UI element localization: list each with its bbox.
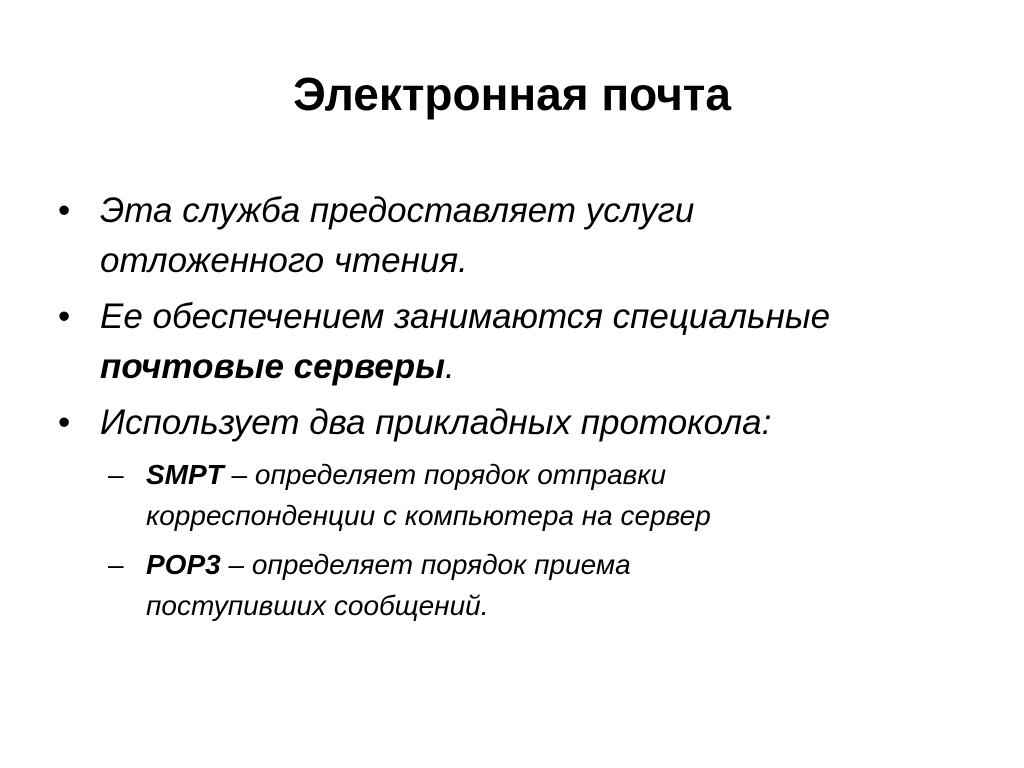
sub-bullet-text-continued: корреспонденции с компьютера на сервер bbox=[146, 500, 711, 531]
bullet-marker: • bbox=[58, 191, 71, 230]
sub-bullet-marker: – bbox=[108, 549, 124, 580]
sub-bullet-marker: – bbox=[108, 459, 124, 490]
bullet-text-tail: . bbox=[445, 347, 455, 386]
sub-bullet-item bbox=[0, 454, 1024, 536]
bullet-marker: • bbox=[58, 297, 71, 336]
bullet-item bbox=[0, 186, 1024, 286]
sub-bullet-text: – определяет порядок отправки bbox=[223, 459, 667, 490]
bullet-item bbox=[0, 292, 1024, 392]
protocol-term: POP3 bbox=[146, 549, 221, 580]
bullet-text: Эта служба предоставляет услуги bbox=[100, 191, 695, 230]
bullet-bold-term: почтовые серверы bbox=[100, 347, 445, 386]
bullet-text: Использует два прикладных протокола: bbox=[100, 403, 772, 442]
protocol-term: SMPT bbox=[146, 459, 224, 490]
sub-bullet-text: – определяет порядок приема bbox=[220, 549, 631, 580]
bullet-text: Ее обеспечением занимаются специальные bbox=[100, 297, 831, 336]
bullet-item bbox=[0, 398, 1024, 448]
bullet-list bbox=[0, 186, 1024, 634]
sub-bullet-text-continued: поступивших сообщений. bbox=[146, 590, 489, 621]
bullet-marker: • bbox=[58, 403, 71, 442]
bullet-text-continued: отложенного чтения. bbox=[100, 241, 468, 280]
sub-bullet-item bbox=[0, 544, 1024, 626]
slide-title: Электронная почта bbox=[293, 68, 731, 120]
